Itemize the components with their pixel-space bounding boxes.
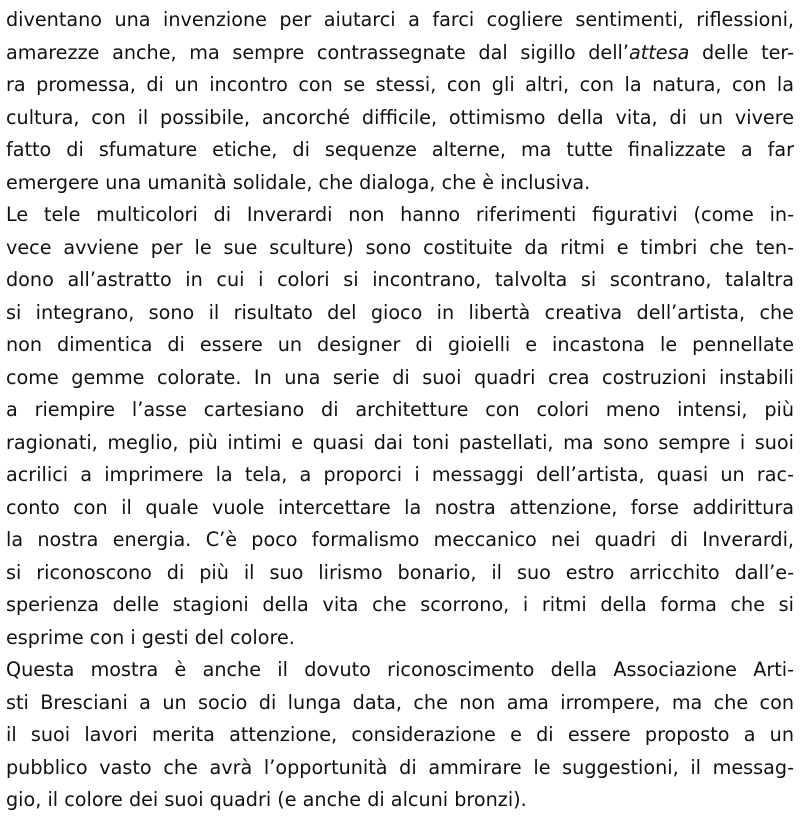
text-segment: a riempire l’asse cartesiano di architetture con colori meno intensi, più <box>6 398 794 421</box>
text-line <box>6 687 794 720</box>
text-line <box>6 264 794 297</box>
text-line <box>6 427 794 460</box>
text-segment: come gemme colorate. In una serie di suoi quadri crea costruzioni instabili <box>6 365 794 389</box>
text-segment: si integrano, sono il risultato del gioco in libertà creativa dell’artista, che <box>6 300 794 324</box>
text-line <box>6 329 794 362</box>
text-line <box>6 784 794 817</box>
text-segment: Questa mostra è anche il dovuto riconoscimento della Associazione Arti- <box>6 658 794 681</box>
text-segment: emergere una umanità solidale, che dialoga, che è inclusiva. <box>6 170 591 194</box>
text-segment: esprime con i gesti del colore. <box>6 625 295 649</box>
text-line <box>6 589 794 622</box>
text-line <box>6 557 794 590</box>
text-segment: pubblico vasto che avrà l’opportunità di ammirare le suggestioni, il messag- <box>6 755 794 779</box>
text-line <box>6 232 794 265</box>
text-segment: il suoi lavori merita attenzione, considerazione e di essere proposto a un <box>6 723 794 746</box>
text-segment: non dimentica di essere un designer di gioielli e incastona le pennellate <box>6 333 794 356</box>
text-segment: sperienza delle stagioni della vita che scorrono, i ritmi della forma che si <box>6 593 794 616</box>
text-line <box>6 362 794 395</box>
paragraph <box>6 199 794 654</box>
text-line <box>6 199 794 232</box>
document-page <box>6 4 794 817</box>
text-line <box>6 752 794 785</box>
text-segment: conto con il quale vuole intercettare la nostra attenzione, forse addirittura <box>6 495 794 519</box>
text-segment: dono all’astratto in cui i colori si incontrano, talvolta si scontrano, talaltra <box>6 268 794 291</box>
text-segment: vece avviene per le sue sculture) sono costituite da ritmi e timbri che ten- <box>6 235 794 259</box>
text-line <box>6 394 794 427</box>
text-line <box>6 4 794 37</box>
text-segment: ragionati, meglio, più intimi e quasi dai toni pastellati, ma sono sempre i suoi <box>6 430 794 454</box>
text-segment: si riconoscono di più il suo lirismo bonario, il suo estro arricchito dall’e- <box>6 560 794 584</box>
text-line <box>6 492 794 525</box>
text-line <box>6 524 794 557</box>
text-line <box>6 134 794 167</box>
text-segment: sti Bresciani a un socio di lunga data, che non ama irrompere, ma che con <box>6 690 794 714</box>
text-segment: gio, il colore dei suoi quadri (e anche di alcuni bronzi). <box>6 788 527 811</box>
text-segment: diventano una invenzione per aiutarci a farci cogliere sentimenti, riflessioni, <box>6 8 794 31</box>
emphasized-word: attesa <box>628 40 690 64</box>
text-line <box>6 69 794 102</box>
text-segment: Le tele multicolori di Inverardi non hanno riferimenti figurativi (come in- <box>6 203 794 226</box>
text-segment: delle ter- <box>689 40 794 64</box>
text-segment: fatto di sfumature etiche, di sequenze alterne, ma tutte finalizzate a far <box>6 138 794 161</box>
text-line <box>6 167 794 200</box>
text-line <box>6 37 794 70</box>
article-body <box>6 4 794 817</box>
paragraph <box>6 654 794 817</box>
text-segment: amarezze anche, ma sempre contrassegnate dal sigillo dell’ <box>6 40 629 64</box>
text-segment: cultura, con il possibile, ancorché difficile, ottimismo della vita, di un vivere <box>6 105 794 129</box>
text-line <box>6 654 794 687</box>
text-line <box>6 459 794 492</box>
text-segment: la nostra energia. C’è poco formalismo meccanico nei quadri di Inverardi, <box>6 528 794 551</box>
paragraph <box>6 4 794 199</box>
text-segment: acrilici a imprimere la tela, a proporci i messaggi dell’artista, quasi un rac- <box>6 463 794 486</box>
text-line <box>6 622 794 655</box>
text-line <box>6 297 794 330</box>
text-segment: ra promessa, di un incontro con se stessi, con gli altri, con la natura, con la <box>6 73 794 96</box>
text-line <box>6 719 794 752</box>
text-line <box>6 102 794 135</box>
